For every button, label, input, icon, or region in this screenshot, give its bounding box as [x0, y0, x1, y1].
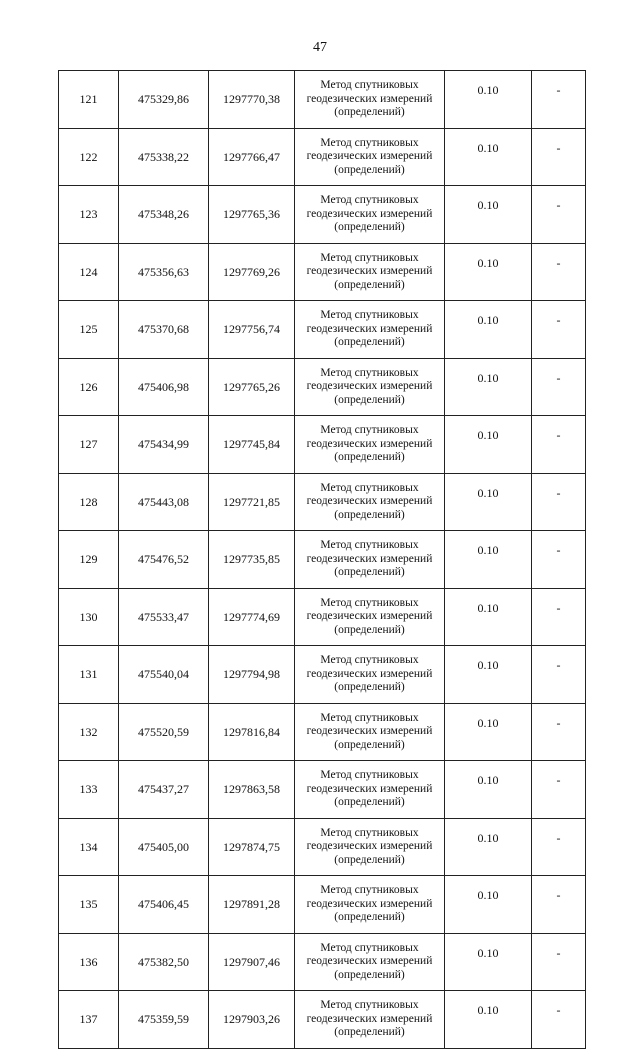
x-coordinate: 475329,86: [138, 92, 189, 107]
note-cell: [532, 991, 586, 1049]
note-cell: [532, 128, 586, 186]
method-cell: [295, 646, 445, 704]
note-cell: [532, 71, 586, 129]
x-coordinate-cell: [119, 243, 209, 301]
method-cell: [295, 243, 445, 301]
note-cell: [532, 416, 586, 474]
note-value: -: [556, 255, 561, 270]
method-line: (определений): [334, 968, 405, 981]
point-number: 134: [79, 839, 98, 854]
table-row: [59, 71, 586, 129]
y-coordinate-cell: [209, 243, 295, 301]
y-coordinate: 1297816,84: [223, 724, 280, 739]
method-line: (определений): [334, 106, 405, 118]
method-cell: [295, 473, 445, 531]
y-coordinate: 1297721,85: [223, 494, 280, 509]
x-coordinate-cell: [119, 761, 209, 819]
x-coordinate: 475533,47: [138, 609, 189, 624]
method-line: геодезических измерений: [306, 380, 433, 392]
x-coordinate: 475540,04: [138, 667, 189, 682]
x-coordinate-cell: [119, 301, 209, 359]
y-coordinate-cell: [209, 991, 295, 1049]
method-line: Метод спутниковых: [320, 366, 419, 379]
y-coordinate: 1297874,75: [223, 839, 280, 854]
point-number-cell: [59, 71, 119, 129]
method-line: Метод спутниковых: [320, 539, 419, 551]
method-line: геодезических измерений: [306, 725, 433, 737]
y-coordinate: 1297766,47: [223, 149, 280, 164]
point-number-cell: [59, 128, 119, 186]
x-coordinate-cell: [119, 991, 209, 1049]
method-cell: [295, 416, 445, 474]
accuracy-cell: [445, 358, 532, 416]
method-line: Метод спутниковых: [320, 194, 419, 206]
method-line: Метод спутниковых: [320, 136, 419, 149]
point-number-cell: [59, 588, 119, 646]
x-coordinate-cell: [119, 588, 209, 646]
method-cell: [295, 933, 445, 991]
accuracy-cell: [445, 243, 532, 301]
method-line: (определений): [334, 508, 405, 521]
x-coordinate: 475406,45: [138, 897, 189, 912]
point-number: 123: [79, 207, 98, 222]
method-line: геодезических измерений: [306, 667, 433, 680]
method-line: геодезических измерений: [306, 437, 433, 450]
x-coordinate-cell: [119, 71, 209, 129]
y-coordinate: 1297745,84: [223, 437, 280, 452]
point-number-cell: [59, 531, 119, 589]
x-coordinate: 475434,99: [138, 437, 189, 452]
table-row: [59, 301, 586, 359]
method-line: (определений): [334, 163, 405, 176]
point-number: 132: [79, 724, 98, 739]
y-coordinate-cell: [209, 473, 295, 531]
note-value: -: [556, 313, 561, 327]
y-coordinate: 1297769,26: [223, 264, 280, 279]
y-coordinate: 1297735,85: [223, 552, 280, 567]
table-row: [59, 588, 586, 646]
method-cell: [295, 358, 445, 416]
method-cell: [295, 588, 445, 646]
y-coordinate-cell: [209, 876, 295, 934]
point-number-cell: [59, 243, 119, 301]
accuracy-cell: [445, 588, 532, 646]
table-row: [59, 473, 586, 531]
y-coordinate-cell: [209, 186, 295, 244]
y-coordinate-cell: [209, 531, 295, 589]
accuracy-value: 0.10: [477, 313, 499, 327]
method-line: геодезических измерений: [306, 495, 433, 507]
method-line: (определений): [334, 796, 405, 808]
y-coordinate-cell: [209, 588, 295, 646]
method-line: (определений): [334, 1026, 405, 1038]
method-line: геодезических измерений: [306, 322, 433, 335]
accuracy-cell: [445, 186, 532, 244]
note-cell: [532, 186, 586, 244]
note-value: -: [556, 658, 561, 672]
method-line: геодезических измерений: [306, 1012, 433, 1025]
x-coordinate-cell: [119, 128, 209, 186]
table-row: [59, 876, 586, 934]
accuracy-cell: [445, 761, 532, 819]
y-coordinate: 1297863,58: [223, 782, 280, 797]
note-value: -: [556, 715, 561, 730]
method-line: (определений): [334, 451, 405, 463]
method-line: геодезических измерений: [306, 840, 433, 852]
point-number: 122: [79, 149, 98, 164]
point-number: 126: [79, 379, 98, 394]
point-number-cell: [59, 358, 119, 416]
x-coordinate-cell: [119, 703, 209, 761]
note-value: -: [556, 773, 561, 787]
accuracy-cell: [445, 301, 532, 359]
method-line: геодезических измерений: [306, 92, 433, 105]
note-value: -: [556, 198, 561, 212]
point-number: 128: [79, 494, 98, 509]
y-coordinate-cell: [209, 128, 295, 186]
y-coordinate: 1297907,46: [223, 954, 280, 969]
point-number-cell: [59, 416, 119, 474]
coordinates-table: [58, 70, 586, 1049]
note-value: -: [556, 428, 561, 442]
method-line: Метод спутниковых: [320, 769, 419, 781]
x-coordinate-cell: [119, 416, 209, 474]
x-coordinate: 475437,27: [138, 782, 189, 797]
table-row: [59, 358, 586, 416]
method-cell: [295, 128, 445, 186]
note-value: -: [556, 370, 561, 385]
method-line: (определений): [334, 738, 405, 751]
note-value: -: [556, 888, 561, 902]
x-coordinate-cell: [119, 646, 209, 704]
note-cell: [532, 646, 586, 704]
method-cell: [295, 703, 445, 761]
point-number: 125: [79, 322, 98, 337]
method-line: геодезических измерений: [306, 610, 433, 622]
table-row: [59, 703, 586, 761]
method-line: геодезических измерений: [306, 265, 433, 277]
accuracy-value: 0.10: [477, 945, 499, 960]
x-coordinate: 475405,00: [138, 839, 189, 854]
method-line: Метод спутниковых: [320, 251, 419, 264]
y-coordinate: 1297770,38: [223, 92, 280, 107]
note-cell: [532, 876, 586, 934]
x-coordinate-cell: [119, 473, 209, 531]
y-coordinate-cell: [209, 71, 295, 129]
method-line: Метод спутниковых: [320, 309, 419, 321]
point-number: 124: [79, 264, 98, 279]
y-coordinate: 1297794,98: [223, 667, 280, 682]
x-coordinate: 475382,50: [138, 954, 189, 969]
method-line: геодезических измерений: [306, 897, 433, 910]
note-value: -: [556, 543, 561, 557]
x-coordinate-cell: [119, 818, 209, 876]
x-coordinate: 475348,26: [138, 207, 189, 222]
point-number: 135: [79, 897, 98, 912]
table-row: [59, 416, 586, 474]
table-row: [59, 761, 586, 819]
accuracy-cell: [445, 703, 532, 761]
x-coordinate: 475406,98: [138, 379, 189, 394]
note-value: -: [556, 945, 561, 960]
point-number-cell: [59, 761, 119, 819]
accuracy-value: 0.10: [477, 543, 499, 557]
note-cell: [532, 761, 586, 819]
y-coordinate-cell: [209, 933, 295, 991]
note-cell: [532, 243, 586, 301]
y-coordinate-cell: [209, 761, 295, 819]
method-line: (определений): [334, 393, 405, 406]
accuracy-value: 0.10: [477, 888, 499, 902]
method-line: геодезических измерений: [306, 955, 433, 967]
accuracy-value: 0.10: [477, 1003, 499, 1017]
page-number: 47: [313, 40, 327, 55]
accuracy-value: 0.10: [477, 428, 499, 442]
point-number: 121: [79, 92, 98, 107]
method-line: (определений): [334, 278, 405, 291]
method-line: Метод спутниковых: [320, 941, 419, 954]
method-line: Метод спутниковых: [320, 884, 419, 896]
table-row: [59, 991, 586, 1049]
accuracy-value: 0.10: [477, 485, 499, 500]
table-row: [59, 186, 586, 244]
y-coordinate-cell: [209, 301, 295, 359]
method-cell: [295, 71, 445, 129]
method-line: Метод спутниковых: [320, 711, 419, 724]
note-cell: [532, 588, 586, 646]
y-coordinate-cell: [209, 646, 295, 704]
method-line: (определений): [334, 623, 405, 636]
point-number-cell: [59, 473, 119, 531]
note-value: -: [556, 485, 561, 500]
x-coordinate: 475443,08: [138, 494, 189, 509]
accuracy-cell: [445, 876, 532, 934]
method-line: (определений): [334, 221, 405, 233]
point-number: 133: [79, 782, 98, 797]
method-line: Метод спутниковых: [320, 826, 419, 839]
method-line: Метод спутниковых: [320, 596, 419, 609]
method-line: (определений): [334, 911, 405, 923]
note-cell: [532, 301, 586, 359]
method-line: Метод спутниковых: [320, 999, 419, 1011]
note-cell: [532, 933, 586, 991]
point-number: 127: [79, 437, 98, 452]
table-row: [59, 531, 586, 589]
method-line: геодезических измерений: [306, 207, 433, 220]
method-line: геодезических измерений: [306, 150, 433, 162]
point-number-cell: [59, 818, 119, 876]
x-coordinate-cell: [119, 358, 209, 416]
note-value: -: [556, 600, 561, 615]
y-coordinate-cell: [209, 358, 295, 416]
note-cell: [532, 531, 586, 589]
point-number: 136: [79, 954, 98, 969]
x-coordinate: 475370,68: [138, 322, 189, 337]
note-value: -: [556, 83, 561, 97]
point-number-cell: [59, 991, 119, 1049]
method-cell: [295, 761, 445, 819]
x-coordinate-cell: [119, 876, 209, 934]
accuracy-value: 0.10: [477, 600, 499, 615]
y-coordinate: 1297891,28: [223, 897, 280, 912]
method-cell: [295, 818, 445, 876]
x-coordinate: 475356,63: [138, 264, 189, 279]
y-coordinate: 1297756,74: [223, 322, 280, 337]
note-cell: [532, 818, 586, 876]
point-number: 130: [79, 609, 98, 624]
y-coordinate: 1297774,69: [223, 609, 280, 624]
point-number-cell: [59, 646, 119, 704]
accuracy-cell: [445, 818, 532, 876]
method-cell: [295, 991, 445, 1049]
method-line: Метод спутниковых: [320, 424, 419, 436]
y-coordinate: 1297903,26: [223, 1012, 280, 1027]
accuracy-value: 0.10: [477, 830, 499, 845]
x-coordinate: 475359,59: [138, 1012, 189, 1027]
method-cell: [295, 531, 445, 589]
y-coordinate-cell: [209, 703, 295, 761]
accuracy-cell: [445, 473, 532, 531]
table-row: [59, 646, 586, 704]
y-coordinate-cell: [209, 818, 295, 876]
accuracy-value: 0.10: [477, 370, 499, 385]
table-row: [59, 243, 586, 301]
accuracy-cell: [445, 991, 532, 1049]
method-line: (определений): [334, 566, 405, 578]
y-coordinate: 1297765,26: [223, 379, 280, 394]
method-line: (определений): [334, 336, 405, 348]
x-coordinate: 475338,22: [138, 149, 189, 164]
note-value: -: [556, 140, 561, 155]
method-line: (определений): [334, 681, 405, 693]
accuracy-value: 0.10: [477, 658, 499, 672]
accuracy-cell: [445, 416, 532, 474]
accuracy-value: 0.10: [477, 198, 499, 212]
x-coordinate: 475476,52: [138, 552, 189, 567]
x-coordinate-cell: [119, 531, 209, 589]
point-number-cell: [59, 301, 119, 359]
point-number: 131: [79, 667, 98, 682]
note-cell: [532, 703, 586, 761]
accuracy-value: 0.10: [477, 140, 499, 155]
method-line: (определений): [334, 853, 405, 866]
method-cell: [295, 186, 445, 244]
note-value: -: [556, 830, 561, 845]
accuracy-cell: [445, 933, 532, 991]
accuracy-value: 0.10: [477, 773, 499, 787]
method-line: Метод спутниковых: [320, 654, 419, 666]
note-cell: [532, 473, 586, 531]
note-value: -: [556, 1003, 561, 1017]
method-line: Метод спутниковых: [320, 481, 419, 494]
accuracy-cell: [445, 71, 532, 129]
point-number: 137: [79, 1012, 98, 1027]
table-row: [59, 818, 586, 876]
method-cell: [295, 876, 445, 934]
accuracy-cell: [445, 531, 532, 589]
point-number-cell: [59, 876, 119, 934]
accuracy-cell: [445, 646, 532, 704]
accuracy-value: 0.10: [477, 83, 499, 97]
accuracy-value: 0.10: [477, 715, 499, 730]
method-line: Метод спутниковых: [320, 79, 419, 91]
y-coordinate: 1297765,36: [223, 207, 280, 222]
note-cell: [532, 358, 586, 416]
point-number-cell: [59, 933, 119, 991]
accuracy-cell: [445, 128, 532, 186]
y-coordinate-cell: [209, 416, 295, 474]
point-number-cell: [59, 703, 119, 761]
coordinates-table-body: [59, 71, 586, 1049]
method-line: геодезических измерений: [306, 782, 433, 795]
method-line: геодезических измерений: [306, 552, 433, 565]
point-number: 129: [79, 552, 98, 567]
x-coordinate: 475520,59: [138, 724, 189, 739]
table-row: [59, 128, 586, 186]
accuracy-value: 0.10: [477, 255, 499, 270]
x-coordinate-cell: [119, 933, 209, 991]
method-cell: [295, 301, 445, 359]
point-number-cell: [59, 186, 119, 244]
x-coordinate-cell: [119, 186, 209, 244]
table-row: [59, 933, 586, 991]
